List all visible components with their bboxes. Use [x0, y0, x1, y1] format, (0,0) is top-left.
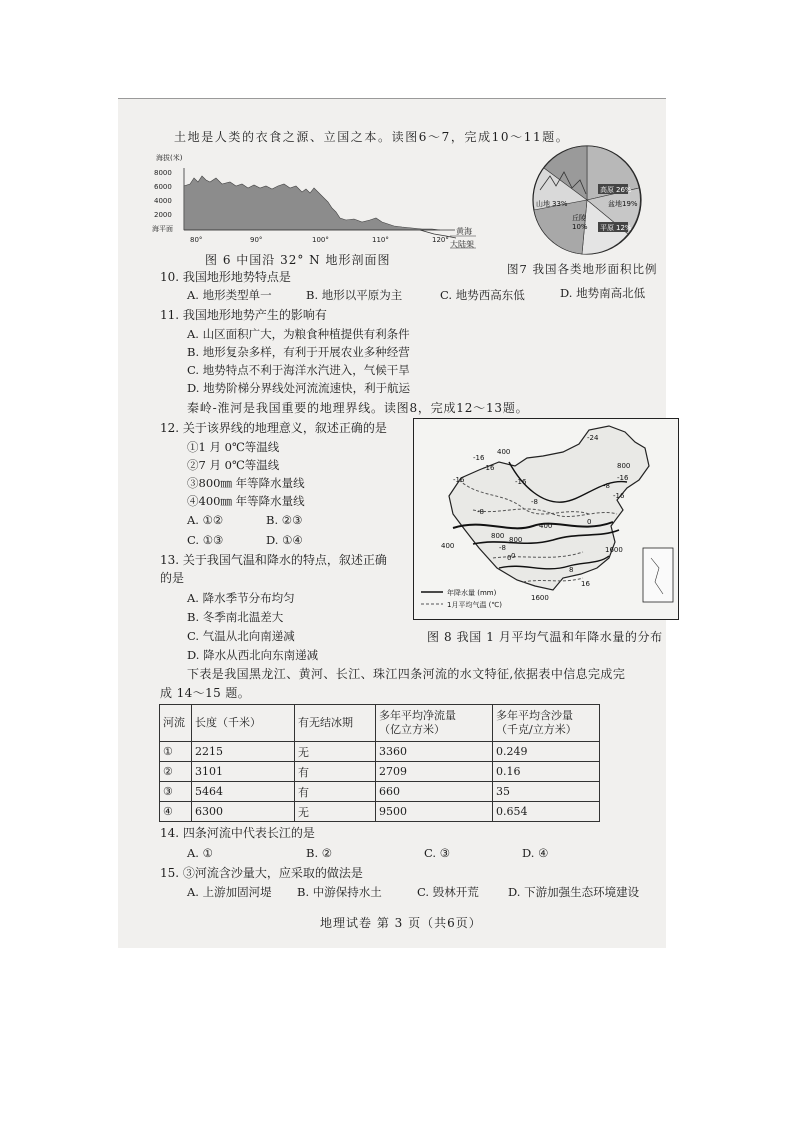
- table-cell: 35: [493, 782, 600, 802]
- fig8-iso-label: 0: [511, 552, 516, 560]
- fig8-iso-label: -8: [531, 498, 538, 506]
- fig6-caption: 图 6 中国沿 32° N 地形剖面图: [205, 253, 391, 267]
- fig6-shelf-label: 大陆架: [450, 240, 474, 249]
- table-cell: ①: [160, 742, 192, 762]
- fig6-terrain-profile: [150, 148, 480, 268]
- q13-option-d[interactable]: D. 降水从西北向东南递减: [187, 648, 319, 662]
- fig6-y-tick: 4000: [154, 197, 172, 205]
- fig8-legend-precip: 年降水量 (mm): [447, 589, 497, 597]
- q12-stem: 12. 关于该界线的地理意义，叙述正确的是: [160, 421, 387, 435]
- fig8-iso-label: 0: [507, 554, 512, 562]
- fig6-x-tick: 80°: [190, 236, 203, 244]
- table-cell: 3360: [376, 742, 493, 762]
- fig8-iso-label: 800: [509, 536, 523, 544]
- river-table: [159, 704, 600, 822]
- q10-option-c[interactable]: C. 地势西高东低: [440, 288, 525, 302]
- table-cell: 0.16: [493, 762, 600, 782]
- table-header-cell: 河流: [160, 705, 192, 742]
- fig6-x-tick: 110°: [372, 236, 389, 244]
- table-cell: 2215: [192, 742, 295, 762]
- fig8-caption: 图 8 我国 1 月平均气温和年降水量的分布: [427, 630, 663, 644]
- fig7-label-plateau: 高原: [600, 186, 614, 194]
- q13-option-b[interactable]: B. 冬季南北温差大: [187, 610, 284, 624]
- fig8-iso-label: -16: [473, 454, 485, 462]
- fig7-label-plain: 平原: [600, 224, 614, 232]
- fig8-iso-label: -16: [617, 474, 629, 482]
- fig8-iso-label: 400: [441, 542, 455, 550]
- fig7-pct-plateau: 26%: [616, 186, 632, 194]
- q10-option-b[interactable]: B. 地形以平原为主: [306, 288, 403, 302]
- fig8-iso-label: -16: [515, 478, 527, 486]
- fig8-iso-label: 400: [539, 522, 553, 530]
- page-top-rule: [118, 98, 666, 99]
- q11-option-b[interactable]: B. 地形复杂多样，有利于开展农业多种经营: [187, 345, 410, 359]
- fig6-y-tick: 2000: [154, 211, 172, 219]
- fig8-iso-label: 0: [587, 518, 592, 526]
- fig6-x-tick: 90°: [250, 236, 263, 244]
- q15-option-b[interactable]: B. 中游保持水土: [297, 885, 382, 899]
- q13-option-c[interactable]: C. 气温从北向南递减: [187, 629, 295, 643]
- fig8-iso-label: 16: [581, 580, 590, 588]
- fig8-iso-label: -8: [499, 544, 506, 552]
- fig7-label-mountain: 山地: [536, 200, 550, 208]
- fig8-legend-temp: 1月平均气温 (℃): [447, 601, 503, 609]
- q14-option-c[interactable]: C. ③: [424, 846, 451, 860]
- table-cell: 0.654: [493, 802, 600, 822]
- q14-option-b[interactable]: B. ②: [306, 846, 333, 860]
- q11-stem: 11. 我国地形地势产生的影响有: [160, 308, 327, 322]
- fig8-iso-label: -16: [453, 476, 465, 484]
- table-cell: 有: [295, 782, 376, 802]
- fig6-y-tick: 6000: [154, 183, 172, 191]
- table-row: [160, 802, 600, 822]
- fig6-y-tick: 海平面: [152, 225, 173, 233]
- table-cell: 有: [295, 762, 376, 782]
- q12-option-d[interactable]: D. ①④: [266, 533, 303, 547]
- fig7-landform-pie: [522, 140, 652, 258]
- table-header-cell: 有无结冰期: [295, 705, 376, 742]
- fig7-caption: 图7 我国各类地形面积比例: [507, 262, 658, 276]
- fig6-x-tick: 120°: [432, 236, 449, 244]
- table-row: [160, 742, 600, 762]
- table-cell: 6300: [192, 802, 295, 822]
- table-cell: ②: [160, 762, 192, 782]
- fig8-iso-label: -8: [603, 482, 610, 490]
- fig8-china-map: [413, 418, 679, 620]
- fig8-iso-label: -16: [483, 464, 495, 472]
- q13-stem-cont: 的是: [160, 571, 185, 585]
- table-cell: 2709: [376, 762, 493, 782]
- fig7-pct-plain: 12%: [616, 224, 632, 232]
- q12-option-a[interactable]: A. ①②: [187, 513, 224, 527]
- fig8-iso-label: -16: [613, 492, 625, 500]
- fig8-iso-label: 1600: [605, 546, 623, 554]
- table-header-cell: 长度（千米）: [192, 705, 295, 742]
- fig8-inset-box: [643, 548, 673, 602]
- table-header-cell: 多年平均含沙量 （千克/立方米）: [493, 705, 600, 742]
- q10-stem: 10. 我国地形地势特点是: [160, 270, 291, 284]
- table-row: [160, 762, 600, 782]
- table-header-cell: 多年平均净流量 （亿立方米）: [376, 705, 493, 742]
- fig7-pct-basin: 19%: [622, 200, 638, 208]
- table-cell: ④: [160, 802, 192, 822]
- q11-option-c[interactable]: C. 地势特点不利于海洋水汽进入，气候干旱: [187, 363, 410, 377]
- fig8-iso-label: 800: [617, 462, 631, 470]
- q14-stem: 14. 四条河流中代表长江的是: [160, 826, 315, 840]
- q15-stem: 15. ③河流含沙量大，应采取的做法是: [160, 866, 363, 880]
- q14-option-d[interactable]: D. ④: [522, 846, 549, 860]
- table-cell: 9500: [376, 802, 493, 822]
- fig6-x-tick: 100°: [312, 236, 329, 244]
- table-cell: 无: [295, 742, 376, 762]
- q14-option-a[interactable]: A. ①: [187, 846, 213, 860]
- q15-option-a[interactable]: A. 上游加固河堤: [187, 885, 272, 899]
- q11-option-a[interactable]: A. 山区面积广大，为粮食种植提供有利条件: [187, 327, 410, 341]
- fig7-label-hill: 丘陵: [572, 214, 586, 222]
- fig7-pct-hill: 10%: [572, 223, 588, 231]
- fig8-iso-label: 8: [569, 566, 574, 574]
- intro-rivers-cont: 成 14～15 题。: [160, 686, 251, 700]
- fig6-y-unit: 海拔(米): [156, 154, 183, 162]
- table-header-row: [160, 705, 600, 742]
- q15-option-c[interactable]: C. 毁林开荒: [417, 885, 479, 899]
- fig8-iso-label: -8: [477, 508, 484, 516]
- table-cell: 无: [295, 802, 376, 822]
- q12-item-1: ①1 月 0℃等温线: [187, 440, 280, 454]
- fig8-iso-label: 800: [491, 532, 505, 540]
- q15-option-d[interactable]: D. 下游加强生态环境建设: [508, 885, 640, 899]
- fig6-sea-label: 黄海: [456, 227, 472, 236]
- intro-rivers: 下表是我国黑龙江、黄河、长江、珠江四条河流的水文特征,依据表中信息完成完: [187, 667, 626, 681]
- q11-option-d[interactable]: D. 地势阶梯分界线处河流流速快，利于航运: [187, 381, 411, 395]
- table-row: [160, 782, 600, 802]
- table-cell: ③: [160, 782, 192, 802]
- q12-item-2: ②7 月 0℃等温线: [187, 458, 280, 472]
- q12-item-4: ④400㎜ 年等降水量线: [187, 494, 305, 508]
- table-cell: 3101: [192, 762, 295, 782]
- fig6-terrain-area: [184, 176, 440, 230]
- page-footer: 地理试卷 第 3 页（共6页）: [320, 916, 482, 930]
- q13-option-a[interactable]: A. 降水季节分布均匀: [187, 591, 295, 605]
- fig8-iso-label: 1600: [531, 594, 549, 602]
- q12-option-c[interactable]: C. ①③: [187, 533, 224, 547]
- intro-qinling: 秦岭-淮河是我国重要的地理界线。读图8，完成12～13题。: [187, 401, 529, 415]
- intro-land: 土地是人类的衣食之源、立国之本。读图6～7，完成10～11题。: [174, 130, 570, 144]
- q10-option-d[interactable]: D. 地势南高北低: [560, 286, 646, 300]
- q12-option-b[interactable]: B. ②③: [266, 513, 303, 527]
- table-cell: 0.249: [493, 742, 600, 762]
- fig7-pct-mountain: 33%: [552, 200, 568, 208]
- q10-option-a[interactable]: A. 地形类型单一: [187, 288, 272, 302]
- table-cell: 660: [376, 782, 493, 802]
- q12-item-3: ③800㎜ 年等降水量线: [187, 476, 305, 490]
- q13-stem: 13. 关于我国气温和降水的特点，叙述正确: [160, 553, 387, 567]
- fig8-iso-label: -24: [587, 434, 599, 442]
- fig6-y-tick: 8000: [154, 169, 172, 177]
- table-cell: 5464: [192, 782, 295, 802]
- fig7-label-basin: 盆地: [608, 200, 622, 208]
- fig8-iso-label: 400: [497, 448, 511, 456]
